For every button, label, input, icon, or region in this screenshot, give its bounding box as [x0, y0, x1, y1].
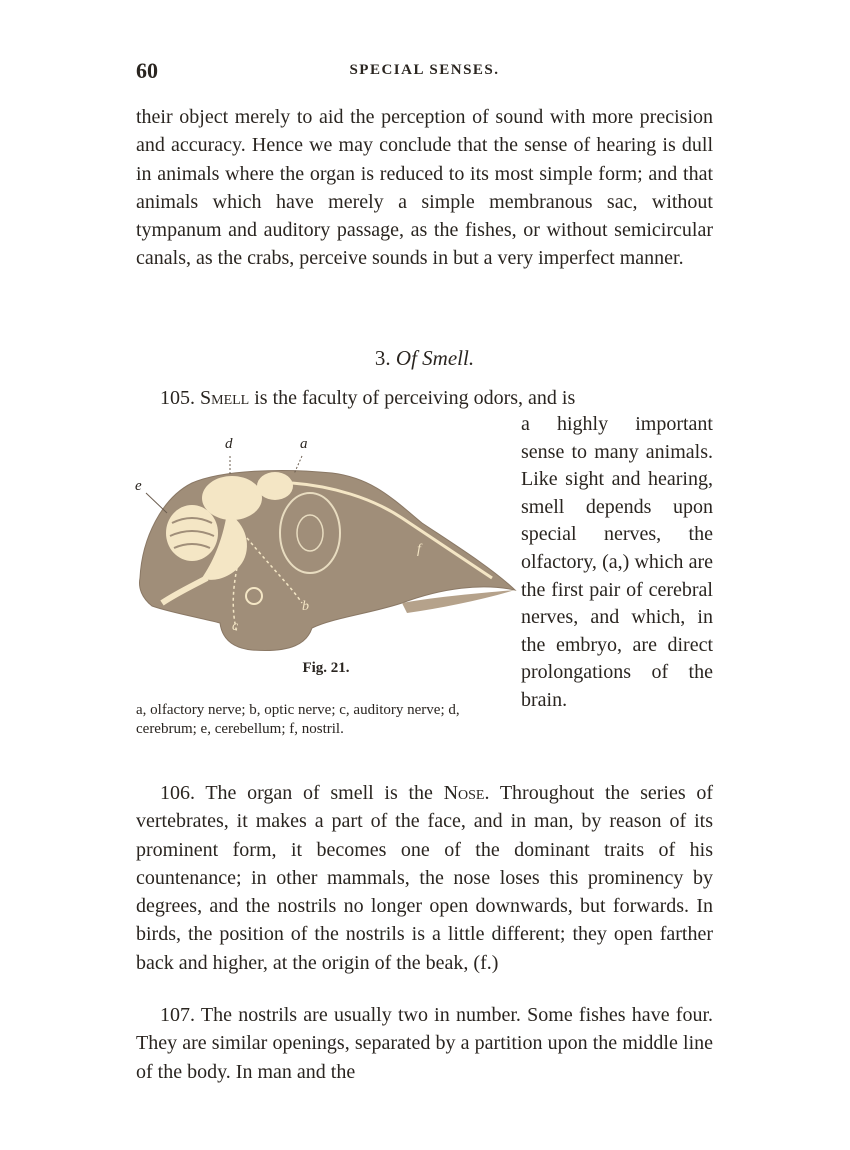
- paragraph-105-column: a highly important sense to many animals. Like sight and hearing, smell depends upon special nerves, the olfactory, (a,) which are the first pair of cerebral nerves, and which, in the embryo, are direct prolongations of the brain.: [521, 413, 713, 711]
- paragraph-107-number: 107.: [160, 1004, 195, 1026]
- section-title: [136, 346, 713, 371]
- section-heading: Of Smell.: [395, 346, 475, 370]
- figure-label-d: d: [225, 436, 233, 452]
- paragraph-105-number: 105.: [160, 387, 195, 409]
- running-head: SPECIAL SENSES.: [349, 62, 500, 78]
- paragraph-106-term: Nose.: [443, 782, 490, 804]
- page-header: [136, 58, 713, 86]
- paragraph-105-term: Smell: [200, 387, 250, 409]
- figure-label-a: a: [300, 436, 308, 452]
- figure-label-b: b: [302, 599, 309, 614]
- paragraph-105-line: is the faculty of perceiving odors, and is: [254, 387, 576, 409]
- cerebellum-shape: [166, 505, 218, 561]
- bird-head-figure: [132, 428, 517, 663]
- figure-label-f: f: [417, 542, 421, 557]
- leader-line-e: [146, 493, 167, 513]
- paragraph-107-text: The nostrils are usually two in number. Some fishes have four. They are similar openings, separated by a partition upon the middle line of the body. In man and the: [136, 1004, 714, 1083]
- paragraph-107: [136, 1001, 713, 1086]
- paragraph-106-number: 106.: [160, 782, 195, 804]
- paragraph-106-pre: The organ of smell is the: [205, 782, 433, 804]
- figure-caption-title: Fig. 21.: [302, 660, 350, 676]
- optic-lobe-shape: [257, 472, 293, 500]
- section-number: 3.: [374, 346, 391, 370]
- cerebrum-shape: [202, 476, 262, 520]
- page-number: 60: [136, 58, 158, 83]
- paragraph-106: [136, 779, 713, 977]
- figure-label-c: c: [232, 619, 239, 634]
- paragraph-106-rest: Throughout the series of vertebrates, it makes a part of the face, and in man, by reason of its prominent form, it becomes one of the dominant traits of his countenance; in other mammals, the nose loses this prominency by degrees, and the nostrils no longer open downwards, but forwards. In birds, the position of the nostrils is a little different; they open farther back and higher, at the origin of the beak, (f.): [136, 782, 713, 974]
- paragraph-hearing-conclusion: their object merely to aid the perception of sound with more precision and accuracy. Hence we may conclude that the sense of hearing is dull in animals where the organ is reduced to its most simple form; and that animals which have merely a simple membranous sac, without tympanum and auditory passage, as the fishes, or without semicircular canals, as the crabs, perceive sounds in but a very imperfect manner.: [136, 106, 713, 270]
- figure-legend: a, olfactory nerve; b, optic nerve; c, auditory nerve; d, cerebrum; e, cerebellum; f, nostril.: [136, 702, 460, 737]
- paragraph-105-first-line: [160, 384, 713, 412]
- figure-label-e: e: [135, 478, 142, 494]
